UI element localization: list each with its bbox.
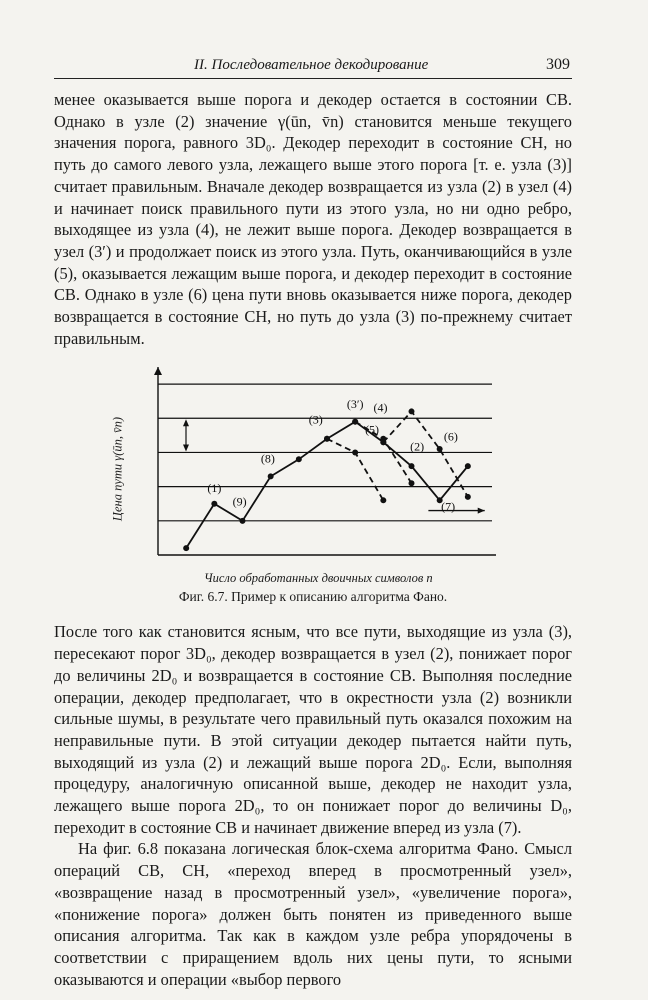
page [54, 56, 572, 990]
running-header [54, 56, 572, 79]
data-point-s2-1 [324, 436, 330, 442]
data-point-s3-1 [352, 419, 358, 425]
fano-chart [124, 357, 504, 572]
data-point-s1-9 [409, 464, 415, 470]
paragraph-3: На фиг. 6.8 показана логическая блок-схема алгоритма Фано. Смысл операций СВ, СН, «переход вперед в просмотренный узел», «возвращение назад в просмотренный узел», «увеличение порога», «понижение порога» должен быть понятен из приведенного выше описания алгоритма. Так как в каждом узле ребра упорядочены в соответствии с приращением вдоль них цены пути, то ясными оказываются и операции «выбор первого [54, 839, 572, 989]
chapter-title: II. Последовательное декодирование [194, 57, 429, 73]
y-axis-arrowhead [154, 367, 162, 375]
data-point-s2-2 [352, 450, 358, 456]
node-label-10: (7) [441, 500, 456, 515]
data-point-s1-11 [465, 464, 471, 470]
threshold-step-arrow-top [183, 420, 189, 427]
data-point-s1-5 [296, 457, 302, 463]
figure-6-7 [54, 357, 572, 587]
figure-caption: Фиг. 6.7. Пример к описанию алгоритма Фано. [178, 589, 448, 605]
data-point-s4-1 [380, 440, 386, 446]
node-label-6: (4) [373, 400, 388, 415]
data-point-s1-3 [240, 518, 246, 524]
data-point-s1-4 [268, 474, 274, 480]
forward-arrow-head [478, 508, 485, 514]
data-point-s1-2 [211, 501, 217, 507]
threshold-step-arrow-bottom [183, 445, 189, 452]
data-point-s4-3 [437, 446, 443, 452]
data-point-s4-2 [409, 409, 415, 415]
node-label-7: (5) [365, 423, 380, 438]
node-label-2: (9) [232, 494, 247, 509]
node-label-3: (8) [260, 452, 275, 467]
series-line-2 [327, 439, 383, 501]
data-point-s3-3 [409, 481, 415, 487]
data-point-s2-3 [380, 498, 386, 504]
node-label-4: (3) [308, 412, 323, 427]
paragraph-2: После того как становится ясным, что все пути, выходящие из узла (3), пересекают порог 3D₀, декодер возвращается в узел (2), понижает порог до величины 2D₀ и возвращается в состояние СВ. Выполняя последние операции, декодер предполагает, что в окрестности узла (2) возникли сильные шумы, в результате чего правильный путь оказался похожим на неправильные пути. В этой ситуации декодер пытается найти путь, выходящий из узла (2) и лежащий выше порога 2D₀. Если, выполняя процедуру, аналогичную описанной выше, декодер не находит узла, лежащего выше порога 2D₀, то он понижает порог до величины D₀, переходит в состояние СВ и начинает движение вперед из узла (7). [54, 622, 572, 837]
data-point-s1-1 [183, 546, 189, 552]
node-label-1: (1) [207, 481, 222, 496]
y-axis-label: Цена пути γ(ūn, v̄n) [110, 417, 125, 522]
node-label-8: (2) [410, 440, 425, 455]
page-number: 309 [546, 56, 570, 73]
data-point-s4-4 [465, 494, 471, 500]
node-label-9: (6) [443, 429, 458, 444]
node-label-5: (3′) [346, 397, 364, 412]
paragraph-1: менее оказывается выше порога и декодер остается в состоянии СВ. Однако в узле (2) значение γ(ūn, v̄n) становится меньше текущего значения порога, равного 3D₀. Декодер переходит в состояние СН, но путь до самого левого узла, лежащего выше этого порога [т. е. узла (3)] считает правильным. Вначале декодер возвращается из узла (2) в узел (4) и начинает поиск правильного пути из этого узла, но ни одно ребро, выходящее из узла (4), не лежит выше порога. Декодер возвращается в узел (3′) и продолжает поиск из этого узла. Путь, оканчивающийся в узле (5), оказывается лежащим выше порога, и декодер переходит в состояние СВ. Однако в узле (6) цена пути вновь оказывается ниже порога, декодер возвращается в состояние СН, но путь до узла (3) по-прежнему считает правильным. [54, 90, 572, 348]
x-axis-label: Число обработанных двоичных символов n [204, 571, 433, 586]
